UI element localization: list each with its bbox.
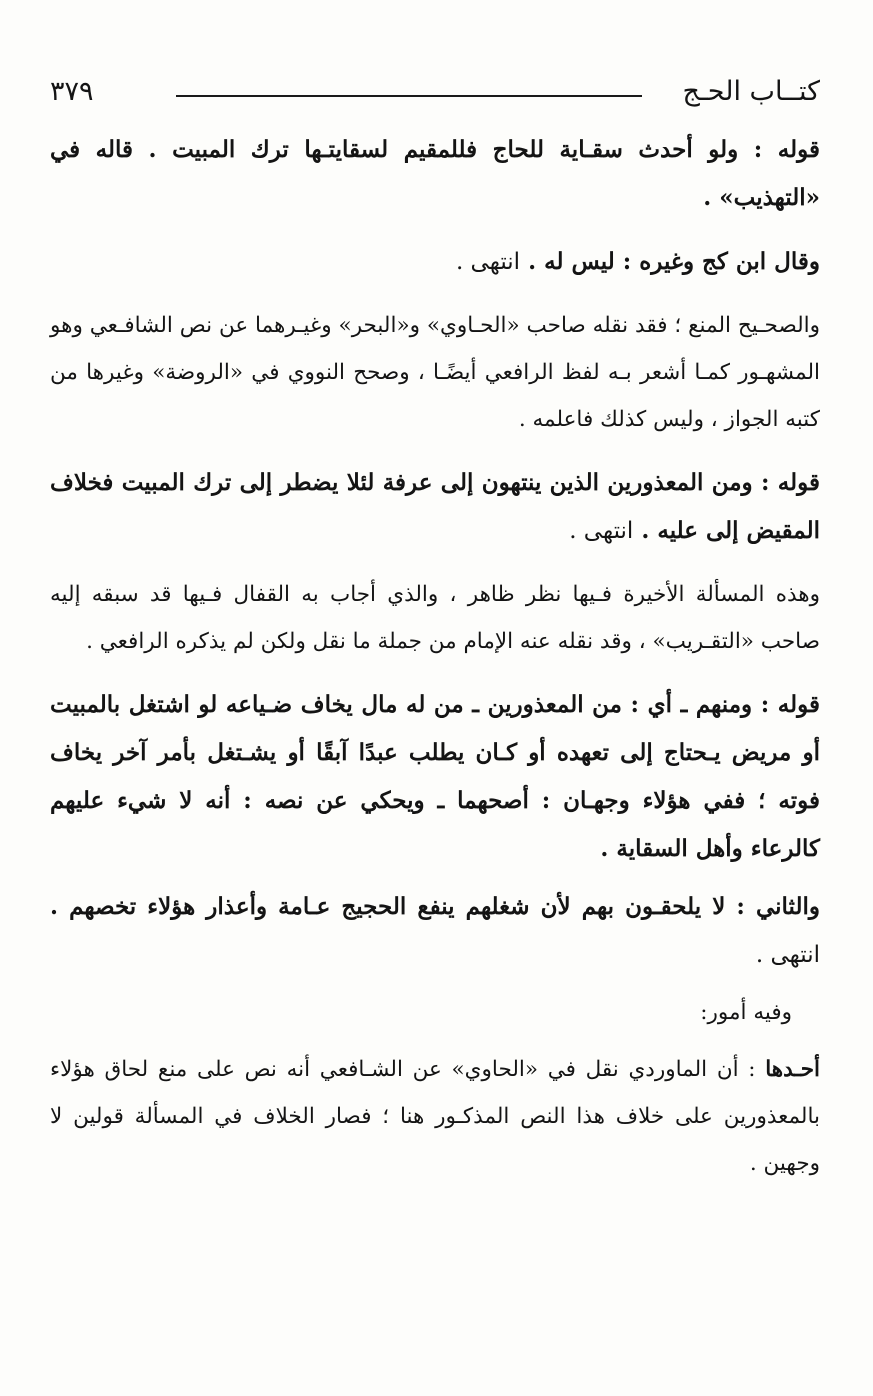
paragraph-2 — [50, 238, 820, 286]
quote-text: قوله : ولو أحدث سقـاية للحاج فللمقيم لسقايتـها ترك المبيت . قاله في «التهذيب» . — [50, 136, 820, 211]
quote-text: قوله : ومن المعذورين الذين ينتهون إلى عرفة لئلا يضطر إلى ترك المبيت فخلاف المقيض إلى عليه . — [50, 469, 821, 544]
paragraph-7 — [50, 883, 820, 979]
commentary-text: والصحـيح المنع ؛ فقد نقله صاحب «الحـاوي» و«البحر» وغيـرهما عن نص الشافـعي وهو المشهـور كمـا أشعر بـه لفظ الرافعي أيضًـا ، وصحح النووي في «الروضة» وغيرها من كتبه الجواز ، وليس كذلك فاعلمه . — [50, 313, 820, 432]
chapter-title: كتــاب الحـج — [682, 76, 820, 107]
paragraph-9 — [50, 1046, 820, 1187]
page-body — [50, 126, 820, 1187]
quote-end: انتهى . — [455, 249, 521, 275]
commentary-text: : أن الماوردي نقل في «الحاوي» عن الشـافعي أنه نص على منع لحاق هؤلاء بالمعذورين على خلاف هذا النص المذكـور هنا ؛ فصار الخلاف في المسألة قولين لا وجهين . — [50, 1057, 820, 1176]
quote-text: وقال ابن كج وغيره : ليس له . — [528, 248, 820, 275]
paragraph-5 — [50, 571, 820, 665]
commentary-text: وهذه المسألة الأخيرة فـيها نظر ظاهر ، والذي أجاب به القفال فـيها قد سبقه إليه صاحب «التقـريب» ، وقد نقله عنه الإمام من جملة ما نقل ولكن لم يذكره الرافعي . — [50, 582, 820, 654]
commentary-text: وفيه أمور: — [700, 1000, 792, 1025]
paragraph-1 — [50, 126, 820, 222]
point-lead: أحـدها — [765, 1057, 820, 1082]
quote-text: قوله : ومنهم ـ أي : من المعذورين ـ من له مال يخاف ضـياعه لو اشتغل بالمبيت أو مريض يـحتاج إلى تعهده أو كـان يطلب عبدًا آبقًا أو يشـتغل بأمر آخر يخاف فوته ؛ ففي هؤلاء وجهـان : أصحهما ـ ويحكي عن نصه : أنه لا شيء عليهم كالرعاء وأهل السقاية . — [50, 691, 820, 862]
quote-end: انتهى . — [755, 942, 820, 968]
quote-end: انتهى . — [569, 518, 634, 544]
quote-text: والثاني : لا يلحقـون بهم لأن شغلهم ينفع الحجيج عـامة وأعذار هؤلاء تخصهم . — [50, 893, 820, 920]
paragraph-3 — [50, 302, 820, 443]
paragraph-4 — [50, 459, 820, 555]
paragraph-6 — [50, 681, 820, 873]
running-header — [50, 72, 820, 112]
page-number: ٣٧٩ — [50, 76, 94, 107]
paragraph-8 — [50, 989, 820, 1036]
header-rule — [176, 95, 642, 97]
